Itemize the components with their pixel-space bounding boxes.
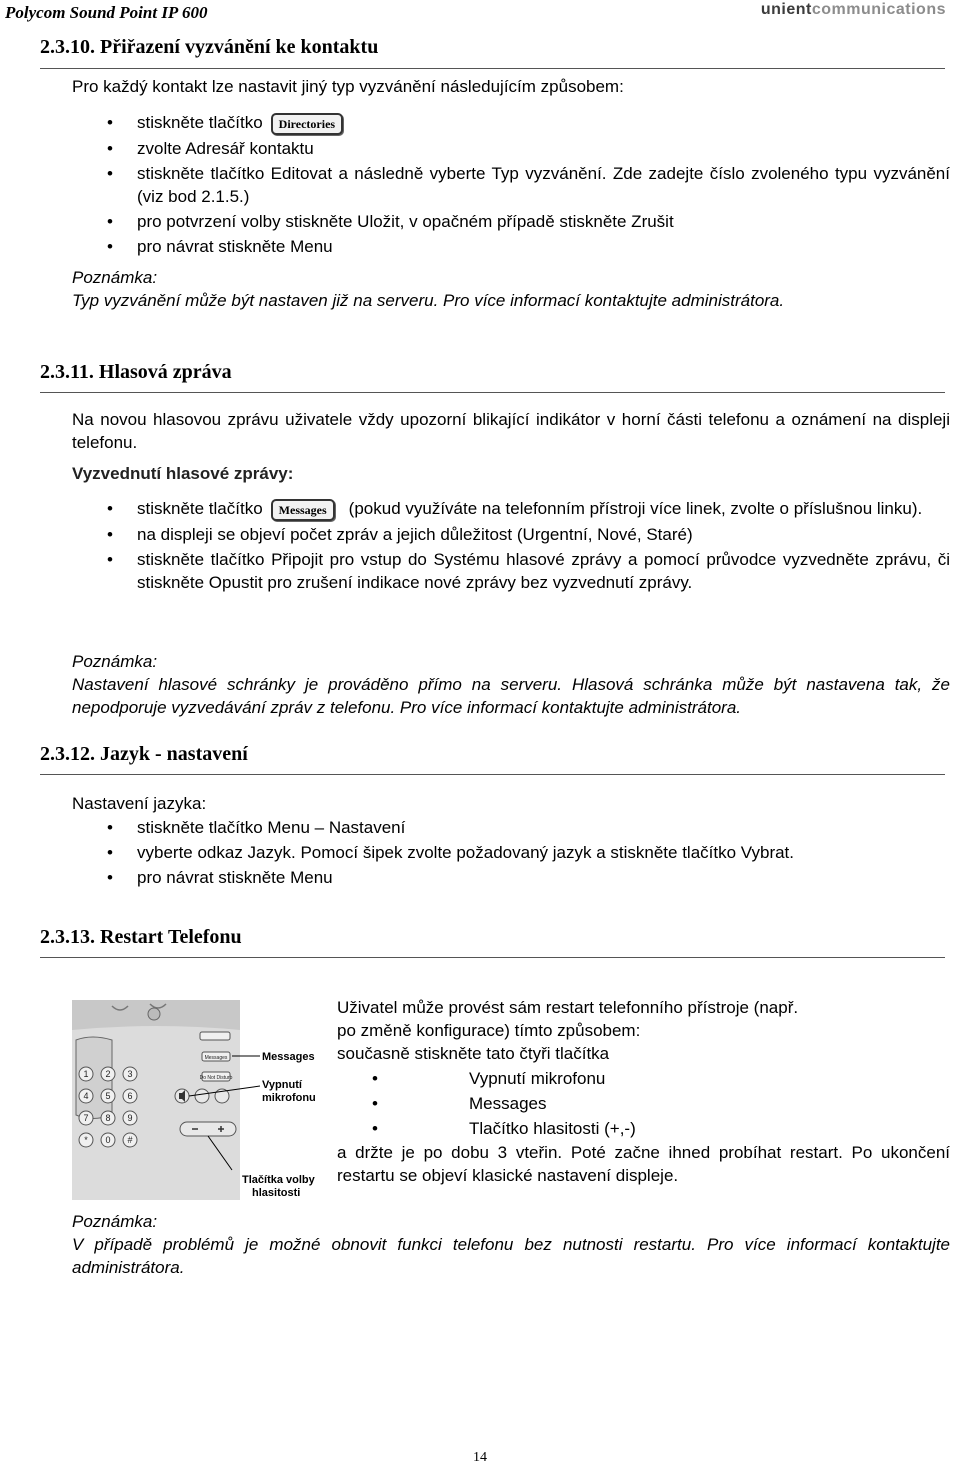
section-heading-language: 2.3.12. Jazyk - nastavení	[40, 743, 248, 765]
list-item: • stiskněte tlačítko Menu – Nastavení	[72, 816, 950, 839]
section-heading-restart: 2.3.13. Restart Telefonu	[40, 926, 242, 948]
section-rule	[40, 957, 945, 958]
note-label: Poznámka:	[72, 268, 158, 287]
svg-text:6: 6	[127, 1091, 133, 1101]
svg-text:7: 7	[83, 1113, 89, 1123]
svg-text:5: 5	[105, 1091, 111, 1101]
list-item: • stiskněte tlačítko Messages (pokud využíváte na telefonním přístroji více linek, zvolte o příslušnou linku).	[72, 497, 950, 521]
list-item: • pro potvrzení volby stiskněte Uložit, v opačném případě stiskněte Zrušit	[72, 210, 950, 233]
restart-instruction: současně stiskněte tato čtyři tlačítka	[337, 1044, 610, 1063]
svg-text:0: 0	[105, 1135, 111, 1145]
svg-text:mikrofonu: mikrofonu	[262, 1092, 316, 1104]
svg-text:8: 8	[105, 1113, 111, 1123]
list-item: • stiskněte tlačítko Připojit pro vstup do Systému hlasové zprávy a pomocí průvodce vyzvedněte zprávu, či stiskněte Opustit pro zrušení indikace nové zprávy bez vyzvednutí zprávy.	[72, 548, 950, 594]
svg-text:Vypnutí: Vypnutí	[262, 1079, 302, 1091]
svg-text:Messages: Messages	[204, 1055, 228, 1061]
messages-key-icon: Messages	[271, 499, 335, 521]
list-item: • na displeji se objeví počet zpráv a jejich důležitost (Urgentní, Nové, Staré)	[72, 523, 950, 546]
list-item: • Tlačítko hlasitosti (+,-)	[337, 1117, 950, 1140]
section-rule	[40, 392, 945, 393]
svg-text:Do Not Disturb: Do Not Disturb	[199, 1075, 233, 1081]
note-text: Nastavení hlasové schránky je prováděno přímo na serveru. Hlasová schránka může být nastavena tak, že nepodporuje vyzvedávání zpráv z telefonu. Pro více informací kontaktujte administrátora.	[72, 675, 950, 717]
list-item: • Messages	[337, 1092, 950, 1115]
restart-intro: Uživatel může provést sám restart telefonního přístroje (např. po změně konfigurace) tímto způsobem:	[337, 998, 799, 1040]
section-heading-voicemail: 2.3.11. Hlasová zpráva	[40, 361, 232, 383]
section-rule	[40, 68, 945, 69]
svg-text:9: 9	[127, 1113, 133, 1123]
phone-keypad-figure	[72, 1000, 322, 1200]
ringtone-intro: Pro každý kontakt lze nastavit jiný typ vyzvánění následujícím způsobem:	[72, 77, 624, 96]
restart-keys	[337, 1067, 950, 1142]
note-text: Typ vyzvánění může být nastaven již na serveru. Pro více informací kontaktujte administrátora.	[72, 291, 785, 310]
section-rule	[40, 774, 945, 775]
directories-key-icon: Directories	[271, 113, 343, 135]
list-item: • vyberte odkaz Jazyk. Pomocí šipek zvolte požadovaný jazyk a stiskněte tlačítko Vybrat.	[72, 841, 950, 864]
document-header-title: Polycom Sound Point IP 600	[5, 3, 208, 22]
note-text: V případě problémů je možné obnovit funkci telefonu bez nutnosti restartu. Pro více informací kontaktujte administrátora.	[72, 1235, 950, 1277]
svg-text:2: 2	[105, 1069, 111, 1079]
phone-illustration	[72, 1000, 322, 1200]
svg-text:3: 3	[127, 1069, 133, 1079]
ringtone-steps	[72, 111, 950, 260]
svg-text:#: #	[127, 1135, 133, 1145]
restart-hold-text: a držte je po dobu 3 vteřin. Poté začne ihned probíhat restart. Po ukončení restartu se objeví klasické nastavení displeje.	[337, 1143, 950, 1185]
voicemail-steps	[72, 497, 950, 596]
list-item: • stiskněte tlačítko Directories	[72, 111, 950, 135]
company-logo: unientcommunications	[760, 1, 946, 18]
svg-text:Messages: Messages	[262, 1051, 315, 1063]
svg-text:*: *	[84, 1135, 88, 1145]
language-steps	[72, 816, 950, 891]
note-label: Poznámka:	[72, 1212, 158, 1231]
page-number: 14	[473, 1450, 487, 1465]
voicemail-intro: Na novou hlasovou zprávu uživatele vždy upozorní blikající indikátor v horní části telefonu a oznámení na displeji telefonu.	[72, 410, 950, 452]
svg-text:hlasitosti: hlasitosti	[252, 1187, 301, 1199]
svg-text:4: 4	[83, 1091, 89, 1101]
language-intro: Nastavení jazyka:	[72, 794, 207, 813]
note-label: Poznámka:	[72, 652, 158, 671]
list-item: • pro návrat stiskněte Menu	[72, 235, 950, 258]
list-item: • Vypnutí mikrofonu	[337, 1067, 950, 1090]
voicemail-subheading: Vyzvednutí hlasové zprávy:	[72, 464, 294, 483]
list-item: • zvolte Adresář kontaktu	[72, 137, 950, 160]
svg-text:Tlačítka volby: Tlačítka volby	[242, 1174, 315, 1186]
list-item: • stiskněte tlačítko Editovat a následně vyberte Typ vyzvánění. Zde zadejte číslo zvoleného typu vyzvánění (viz bod 2.1.5.)	[72, 162, 950, 208]
section-heading-ringtone: 2.3.10. Přiřazení vyzvánění ke kontaktu	[40, 36, 379, 58]
list-item: • pro návrat stiskněte Menu	[72, 866, 950, 889]
svg-text:1: 1	[83, 1069, 89, 1079]
